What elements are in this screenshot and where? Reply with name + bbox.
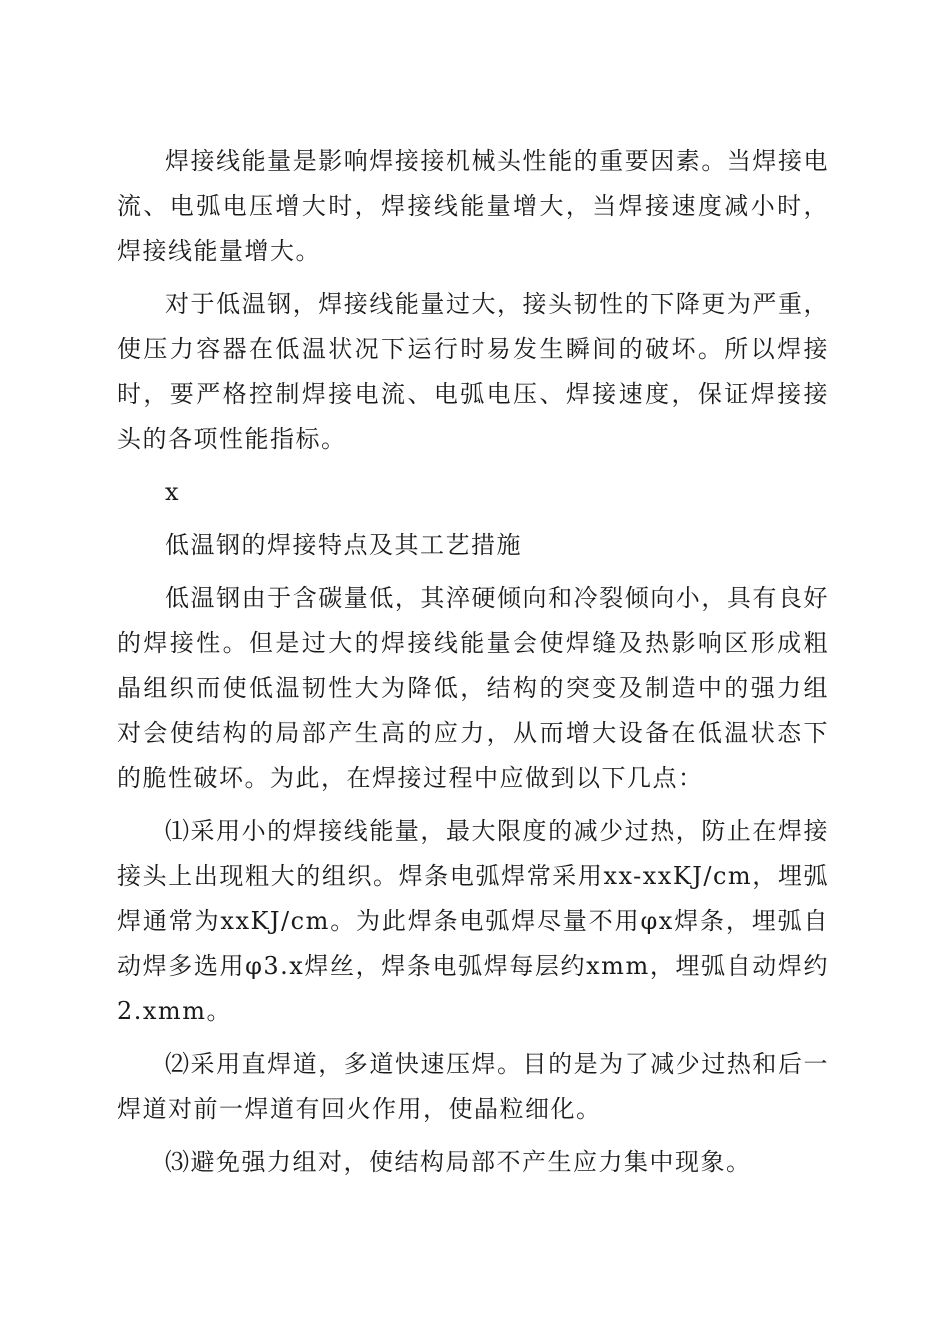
paragraph-low-temp-steel-toughness: 对于低温钢，焊接线能量过大，接头韧性的下降更为严重，使压力容器在低温状况下运行时易发生瞬间的破坏。所以焊接时，要严格控制焊接电流、电弧电压、焊接速度，保证焊接接头的各项性能指标。 xyxy=(117,290,829,453)
paragraph-placeholder-x: x xyxy=(165,478,181,506)
paragraph-weldability: 低温钢由于含碳量低，其淬硬倾向和冷裂倾向小，具有良好的焊接性。但是过大的焊接线能量会使焊缝及热影响区形成粗晶组织而使低温韧性大为降低，结构的突变及制造中的强力组对会使结构的局部产生高的应力，从而增大设备在低温状态下的脆性破坏。为此，在焊接过程中应做到以下几点： xyxy=(117,584,829,792)
list-item-2: ⑵采用直焊道，多道快速压焊。目的是为了减少过热和后一焊道对前一焊道有回火作用，使晶粒细化。 xyxy=(117,1050,829,1123)
list-item-3: ⑶避免强力组对，使结构局部不产生应力集中现象。 xyxy=(165,1148,752,1176)
section-heading: 低温钢的焊接特点及其工艺措施 xyxy=(165,531,522,559)
document-body xyxy=(117,139,829,1193)
paragraph-welding-heat-input: 焊接线能量是影响焊接接机械头性能的重要因素。当焊接电流、电弧电压增大时，焊接线能量增大，当焊接速度减小时，焊接线能量增大。 xyxy=(117,147,829,265)
list-item-1: ⑴采用小的焊接线能量，最大限度的减少过热，防止在焊接接头上出现粗大的组织。焊条电弧焊常采用xx-xxKJ/cm，埋弧焊通常为xxKJ/cm。为此焊条电弧焊尽量不用φx焊条，埋弧自动焊多选用φ3.x焊丝，焊条电弧焊每层约xmm，埋弧自动焊约2.xmm。 xyxy=(117,817,829,1025)
